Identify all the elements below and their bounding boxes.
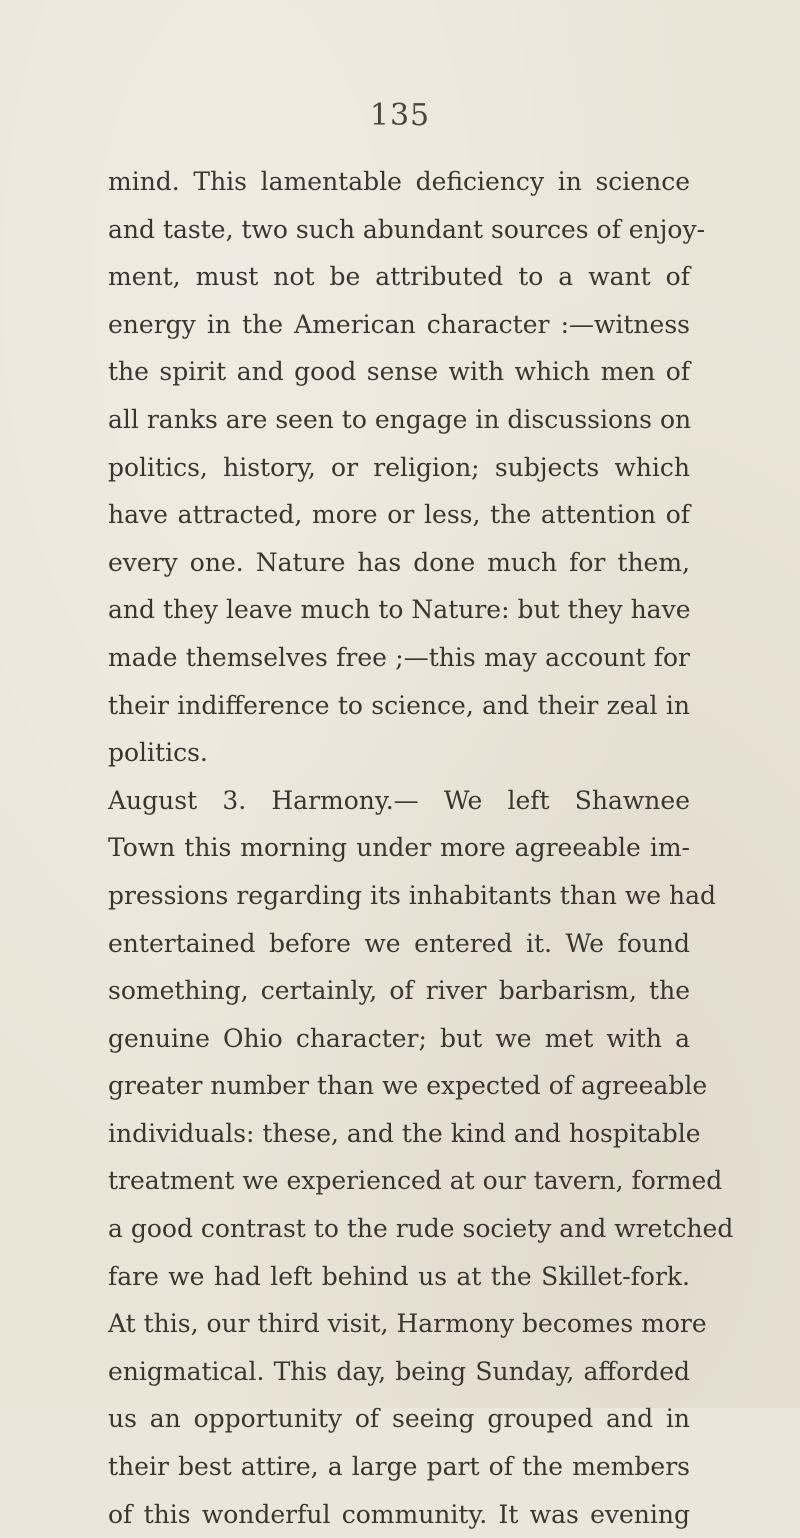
text-line: the spirit and good sense with which men of: [108, 357, 690, 387]
text-line: enigmatical. This day, being Sunday, afforded: [108, 1356, 690, 1386]
text-line: have attracted, more or less, the attention of: [108, 500, 690, 530]
text-line: mind. This lamentable deficiency in science: [108, 167, 690, 196]
text-line: treatment we experienced at our tavern, formed: [108, 1166, 723, 1196]
text-line: their best attire, a large part of the members: [108, 1452, 690, 1482]
text-line: genuine Ohio character; but we met with a: [108, 1023, 690, 1053]
text-line: At this, our third visit, Harmony becomes more: [108, 1309, 707, 1339]
text-line: and they leave much to Nature: but they have: [108, 595, 691, 625]
text-line: all ranks are seen to engage in discussions on: [108, 404, 692, 434]
text-line: their indifference to science, and their zeal in: [108, 690, 690, 720]
text-line: greater number than we expected of agreeable: [108, 1071, 708, 1101]
text-line: something, certainly, of river barbarism, the: [108, 976, 690, 1006]
text-line: August 3. Harmony.— We left Shawnee: [108, 785, 690, 815]
text-line: individuals: these, and the kind and hospitable: [108, 1118, 701, 1148]
text-line: pressions regarding its inhabitants than we had: [108, 880, 717, 910]
text-line: fare we had left behind us at the Skillet-fork.: [108, 1261, 690, 1291]
page-number: 135: [369, 98, 431, 133]
text-line: Town this morning under more agreeable im-: [108, 833, 690, 863]
text-line: made themselves free ;—this may account for: [108, 642, 690, 672]
text-line: a good contrast to the rude society and wretched: [108, 1214, 734, 1244]
text-line: entertained before we entered it. We found: [108, 928, 690, 958]
text-line: and taste, two such abundant sources of enjoy-: [108, 214, 706, 244]
text-line: politics, history, or religion; subjects which: [108, 452, 690, 482]
text-line: of this wonderful community. It was evening: [108, 1499, 690, 1529]
body-text: [108, 158, 734, 1538]
text-line: every one. Nature has done much for them,: [108, 547, 690, 577]
text-line: ment, must not be attributed to a want of: [108, 262, 690, 292]
text-line: politics.: [108, 738, 208, 768]
text-line: us an opportunity of seeing grouped and in: [108, 1404, 690, 1434]
text-line: energy in the American character :—witness: [108, 309, 690, 339]
